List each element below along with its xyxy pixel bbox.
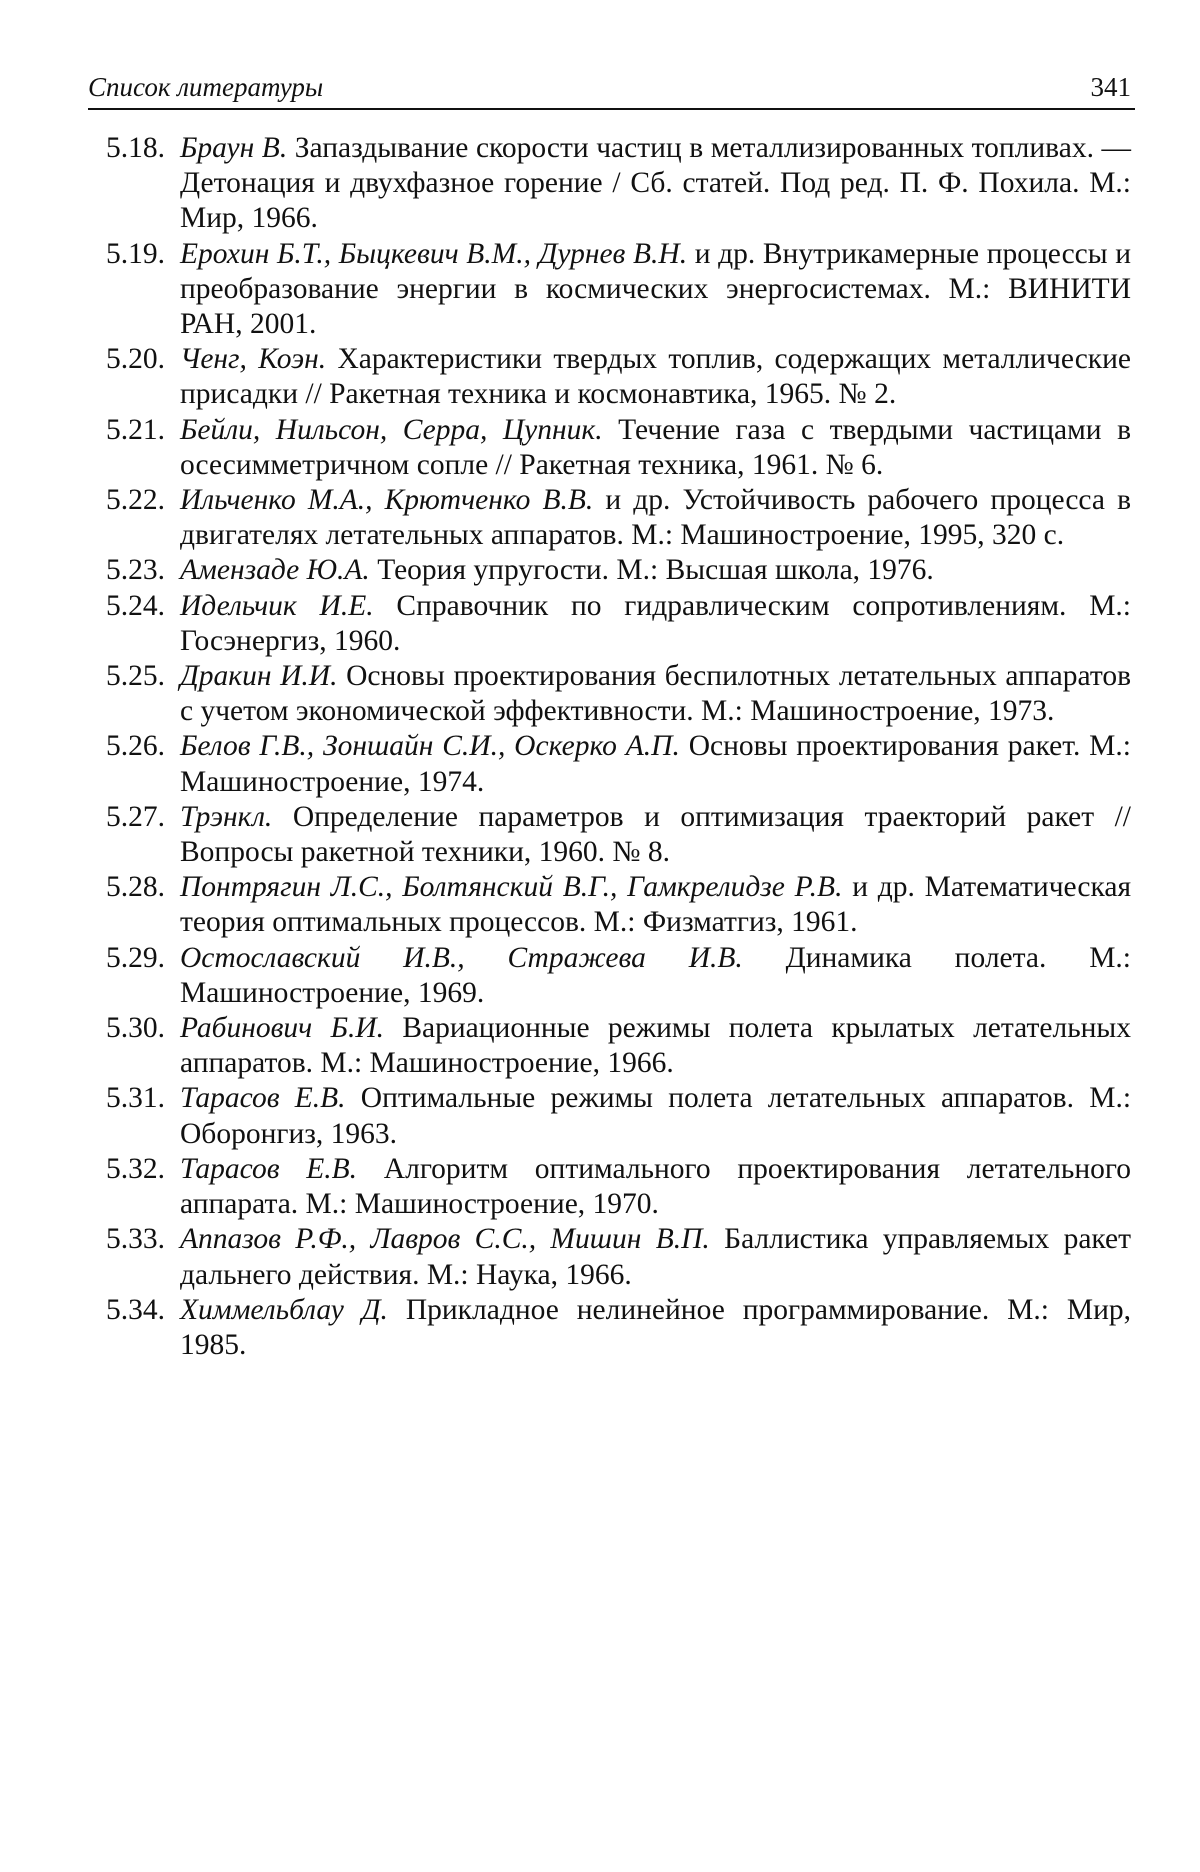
reference-item (88, 870, 1135, 940)
reference-item (88, 941, 1135, 1011)
reference-authors: Тарасов Е.В. (180, 1082, 346, 1115)
reference-authors: Идельчик И.Е. (180, 589, 374, 622)
reference-text: Прикладное нелинейное программирование. М.: Мир, 1985. (180, 1293, 1132, 1361)
page-number: 341 (1090, 72, 1131, 102)
reference-authors: Белов Г.В., Зоншайн С.И., Оскерко А.П. (180, 730, 680, 763)
reference-text: Определение параметров и оптимизация траекторий ракет // Вопросы ракетной техники, 1960. № 8. (180, 800, 1131, 869)
reference-number: 5.22. (106, 484, 165, 517)
reference-item (88, 1011, 1135, 1081)
reference-text: и др. Внутрикамерные процессы и преобразование энергии в космических энергосистемах. М.: ВИНИТИ РАН, 2001. (180, 237, 1132, 341)
reference-item (88, 1081, 1135, 1151)
reference-item (88, 1293, 1135, 1363)
reference-number: 5.28. (106, 871, 165, 904)
reference-number: 5.19. (106, 237, 165, 270)
reference-number: 5.27. (106, 800, 165, 833)
reference-text: и др. Математическая теория оптимальных процессов. М.: Физматгиз, 1961. (180, 871, 1132, 939)
reference-authors: Рабинович Б.И. (180, 1012, 385, 1045)
reference-authors: Ильченко М.А., Крютченко В.В. (180, 484, 594, 517)
running-header (88, 70, 1135, 110)
reference-item (88, 413, 1135, 483)
reference-authors: Тарасов Е.В. (180, 1152, 358, 1185)
reference-authors: Браун В. (180, 132, 288, 164)
reference-authors: Понтрягин Л.С., Болтянский В.Г., Гамкрелидзе Р.В. (180, 871, 843, 904)
reference-text: Оптимальные режимы полета летательных аппаратов. М.: Оборонгиз, 1963. (180, 1082, 1132, 1150)
page (88, 70, 1135, 1363)
reference-text: Основы проектирования ракет. М.: Машиностроение, 1974. (180, 730, 1131, 798)
reference-text: Запаздывание скорости частиц в металлизированных топливах. — Детонация и двухфазное горение / Сб. статей. Под ред. П. Ф. Похила. М.: Мир, 1966. (180, 132, 1132, 235)
reference-text: Справочник по гидравлическим сопротивлениям. М.: Госэнергиз, 1960. (180, 589, 1131, 657)
reference-number: 5.18. (106, 132, 165, 164)
reference-authors: Аппазов Р.Ф., Лавров С.С., Мишин В.П. (180, 1223, 710, 1256)
reference-text: Течение газа с твердыми частицами в осесимметричном сопле // Ракетная техника, 1961. № 6. (180, 413, 1132, 481)
reference-number: 5.23. (106, 554, 165, 587)
reference-text: Вариационные режимы полета крылатых летательных аппаратов. М.: Машиностроение, 1966. (180, 1012, 1132, 1080)
reference-item (88, 729, 1135, 799)
reference-item (88, 483, 1135, 553)
reference-number: 5.24. (106, 589, 165, 622)
reference-text: Алгоритм оптимального проектирования летательного аппарата. М.: Машиностроение, 1970. (180, 1152, 1131, 1221)
reference-item (88, 237, 1135, 343)
reference-authors: Трэнкл. (180, 800, 273, 833)
reference-number: 5.21. (106, 413, 165, 446)
reference-number: 5.29. (106, 941, 165, 974)
reference-authors: Ерохин Б.Т., Быцкевич В.М., Дурнев В.Н. (180, 237, 688, 270)
reference-authors: Ченг, Коэн. (180, 343, 327, 376)
reference-authors: Химмельблау Д. (180, 1293, 388, 1326)
reference-number: 5.20. (106, 343, 165, 376)
reference-text: и др. Устойчивость рабочего процесса в двигателях летательных аппаратов. М.: Машиностроение, 1995, 320 с. (180, 484, 1132, 552)
reference-authors: Остославский И.В., Стражева И.В. (180, 941, 743, 974)
reference-item (88, 342, 1135, 412)
reference-number: 5.31. (106, 1082, 165, 1115)
reference-number: 5.25. (106, 660, 165, 693)
reference-authors: Дракин И.И. (180, 660, 338, 693)
reference-authors: Бейли, Нильсон, Серра, Цупник. (180, 413, 603, 446)
reference-item (88, 800, 1135, 870)
reference-text: Баллистика управляемых ракет дальнего действия. М.: Наука, 1966. (180, 1223, 1132, 1291)
reference-text: Теория упругости. М.: Высшая школа, 1976. (377, 554, 934, 587)
reference-item (88, 659, 1135, 729)
reference-item (88, 553, 1135, 588)
reference-number: 5.30. (106, 1012, 165, 1045)
reference-number: 5.33. (106, 1223, 165, 1256)
reference-number: 5.26. (106, 730, 165, 763)
reference-number: 5.34. (106, 1293, 165, 1326)
reference-text: Характеристики твердых топлив, содержащих металлические присадки // Ракетная техника и космонавтика, 1965. № 2. (180, 343, 1132, 411)
reference-item (88, 589, 1135, 659)
reference-item (88, 131, 1135, 237)
reference-list (88, 131, 1135, 1363)
reference-text: Основы проектирования беспилотных летательных аппаратов с учетом экономической эффективности. М.: Машиностроение, 1973. (180, 660, 1132, 728)
reference-authors: Амензаде Ю.А. (180, 554, 370, 587)
reference-item (88, 1152, 1135, 1222)
reference-item (88, 1222, 1135, 1292)
reference-number: 5.32. (106, 1152, 165, 1185)
header-title: Список литературы (88, 72, 324, 102)
reference-text: Динамика полета. М.: Машиностроение, 1969. (180, 941, 1131, 1009)
